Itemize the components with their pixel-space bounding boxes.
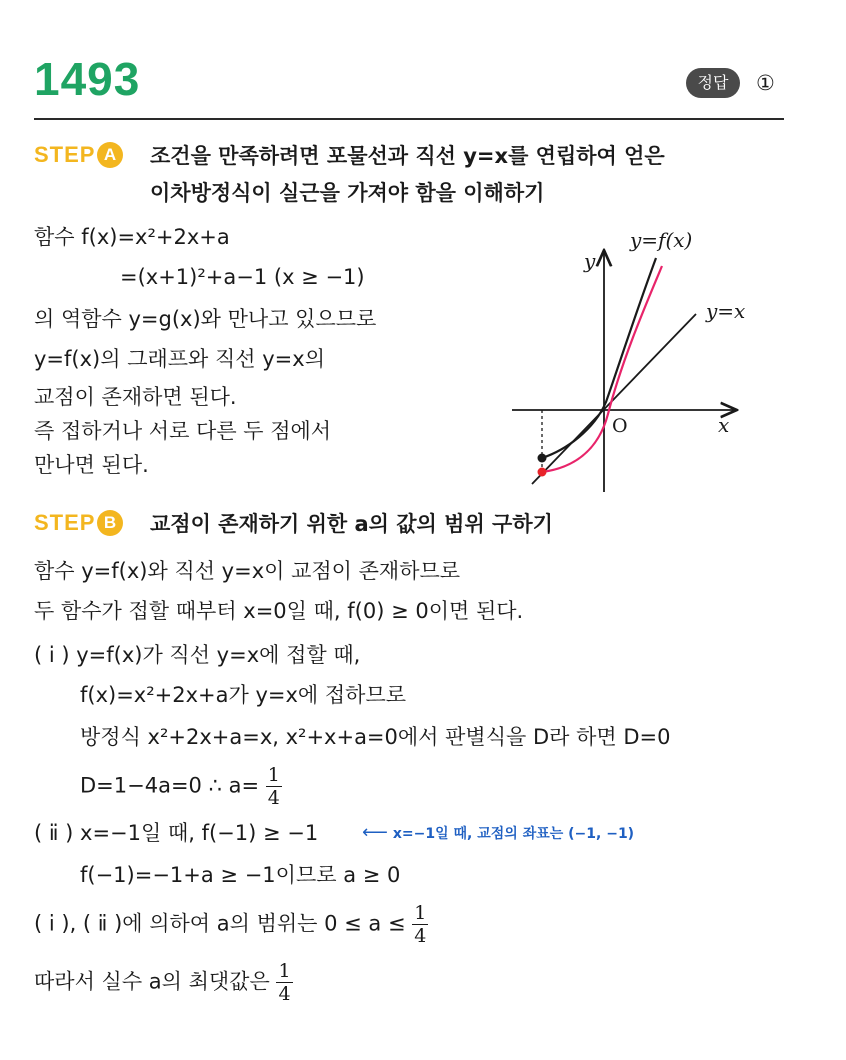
header-divider: [34, 118, 784, 120]
step-b-line1: 함수 y=f(x)와 직선 y=x이 교점이 존재하므로: [34, 559, 461, 583]
fraction-numerator: 1: [278, 960, 291, 982]
step-a-badge: [34, 142, 123, 168]
case2-line-a: f(−1)=−1+a ≥ −1이므로 a ≥ 0: [80, 863, 401, 887]
label-yx: y=x: [706, 299, 746, 323]
case1-line-c: [80, 764, 282, 809]
label-y-axis: y: [584, 249, 596, 273]
arrow-left-icon: ⟵: [362, 822, 388, 843]
step-a-badge-text: STEP: [34, 142, 96, 167]
step-b-badge-letter: B: [97, 510, 123, 536]
fraction-denominator: 4: [278, 983, 291, 1005]
fraction-denominator: 4: [414, 925, 427, 947]
case2-annotation: [362, 823, 634, 843]
line-y-equals-x: [532, 314, 696, 484]
case1-head: ( ⅰ ) y=f(x)가 직선 y=x에 접할 때,: [34, 643, 361, 667]
step-a-title-line2: 이차방정식이 실근을 가져야 함을 이해하기: [150, 181, 545, 205]
step-a-title-line1: 조건을 만족하려면 포물선과 직선 y=x를 연립하여 얻은: [150, 144, 665, 168]
step-a-line: 즉 접하거나 서로 다른 두 점에서: [34, 419, 332, 443]
function-graph: [500, 222, 790, 502]
case1-line-b: 방정식 x²+2x+a=x, x²+x+a=0에서 판별식을 D라 하면 D=0: [80, 725, 671, 749]
step-a-badge-letter: A: [97, 142, 123, 168]
answer-badge: 정답: [686, 68, 740, 98]
combine-text: ( ⅰ ), ( ⅱ )에 의하여 a의 범위는 0 ≤ a ≤: [34, 911, 406, 936]
step-a-line: =(x+1)²+a−1 (x ≥ −1): [120, 265, 365, 289]
fraction: [266, 764, 282, 809]
vertex-point: [538, 454, 547, 463]
fraction-numerator: 1: [414, 902, 427, 924]
label-x-axis: x: [718, 413, 730, 437]
step-a-line: 함수 f(x)=x²+2x+a: [34, 225, 230, 249]
step-a-line: 의 역함수 y=g(x)와 만나고 있으므로: [34, 307, 377, 331]
step-b-badge-text: STEP: [34, 510, 96, 535]
step-b-badge: [34, 510, 123, 536]
case1-line-a: f(x)=x²+2x+a가 y=x에 접하므로: [80, 683, 407, 707]
final-text: 따라서 실수 a의 최댓값은: [34, 969, 270, 994]
final-line: [34, 960, 293, 1005]
label-origin: O: [612, 415, 628, 437]
case2-head: ( ⅱ ) x=−1일 때, f(−1) ≥ −1: [34, 821, 319, 845]
fraction-denominator: 4: [267, 787, 280, 809]
fraction: [276, 960, 292, 1005]
step-b-title: 교점이 존재하기 위한 a의 값의 범위 구하기: [150, 512, 553, 536]
step-a-line: 만나면 된다.: [34, 453, 149, 477]
case2-note: x=−1일 때, 교점의 좌표는 (−1, −1): [392, 826, 635, 842]
vertex-point-red: [538, 468, 547, 477]
label-fx: y=f(x): [630, 228, 693, 252]
case1-equation: D=1−4a=0 ∴ a=: [80, 773, 260, 798]
curve-fx: [542, 258, 656, 458]
step-a-line: y=f(x)의 그래프와 직선 y=x의: [34, 347, 325, 371]
problem-number: 1493: [34, 53, 141, 105]
step-b-line2: 두 함수가 접할 때부터 x=0일 때, f(0) ≥ 0이면 된다.: [34, 599, 524, 623]
step-a-line: 교점이 존재하면 된다.: [34, 385, 237, 409]
answer-value: ①: [756, 71, 775, 95]
fraction: [412, 902, 428, 947]
combine-line: [34, 902, 428, 947]
fraction-numerator: 1: [267, 764, 280, 786]
